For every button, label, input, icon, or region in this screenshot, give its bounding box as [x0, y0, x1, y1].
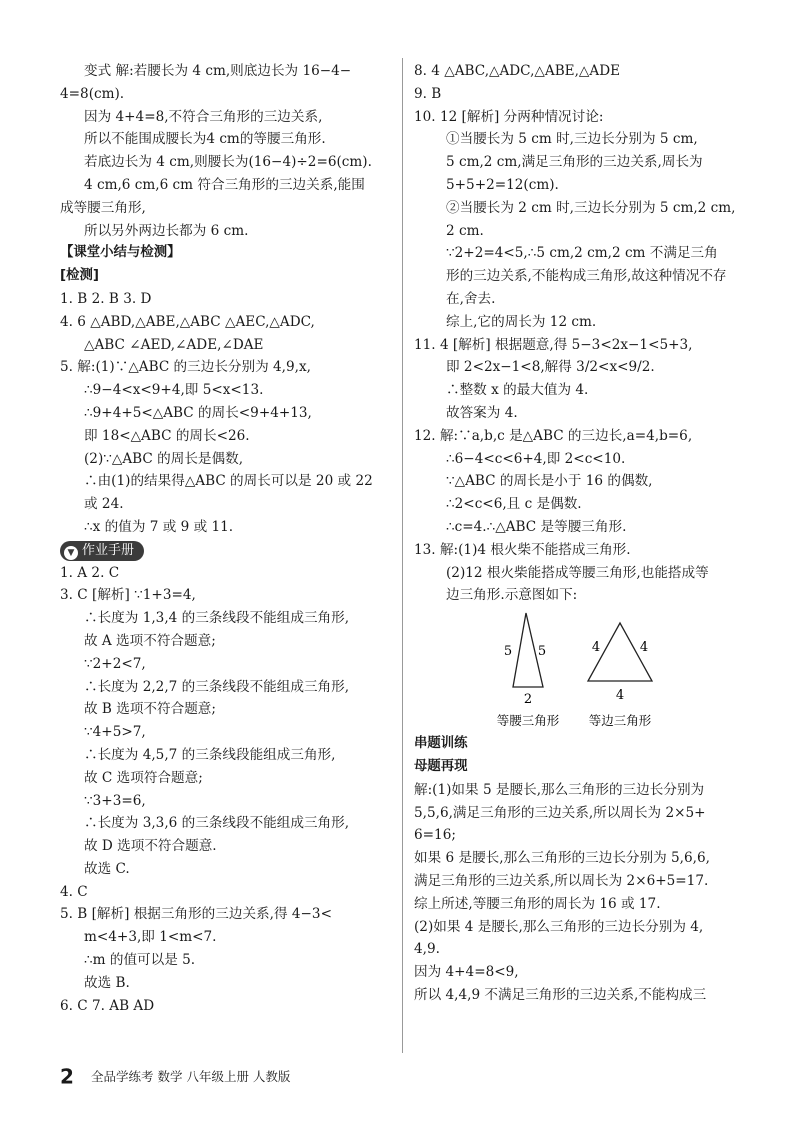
- right-column: [414, 60, 748, 1007]
- text-line: [60, 539, 392, 562]
- text-line: ∴6−4<c<6+4,即 2<c<10.: [446, 450, 626, 467]
- text-line: ∴9−4<x<9+4,即 5<x<13.: [84, 382, 264, 399]
- text-line: ②当腰长为 2 cm 时,三边长分别为 5 cm,2 cm,: [446, 199, 736, 216]
- text-line: 故 D 选项不符合题意.: [84, 838, 217, 855]
- text-line: 4 cm,6 cm,6 cm 符合三角形的三边关系,能围: [84, 176, 365, 193]
- text-line: 所以不能围成腰长为4 cm的等腰三角形.: [84, 131, 326, 148]
- text-line: (2)如果 4 是腰长,那么三角形的三边长分别为 4,: [414, 918, 704, 935]
- section-badge: [60, 541, 144, 561]
- page-footer: [60, 1064, 290, 1088]
- text-line: (2)∵△ABC 的周长是偶数,: [84, 450, 244, 467]
- text-line: 变式 解:若腰长为 4 cm,则底边长为 16−4−: [84, 63, 352, 79]
- text-line: 4. C: [60, 883, 88, 900]
- right-bottom-block: [414, 733, 748, 1007]
- triangle-diagram: [484, 607, 724, 729]
- text-line: ①当腰长为 5 cm 时,三边长分别为 5 cm,: [446, 131, 698, 148]
- equilateral-base-label: 4: [615, 688, 625, 704]
- text-line: 综上所述,等腰三角形的周长为 16 或 17.: [414, 895, 661, 912]
- text-line: △ABC ∠AED,∠ADE,∠DAE: [84, 336, 264, 353]
- text-line: 10. 12 [解析] 分两种情况讨论:: [414, 108, 604, 125]
- isosceles-base-label: 2: [523, 692, 533, 708]
- text-line: 11. 4 [解析] 根据题意,得 5−3<2x−1<5+3,: [414, 336, 693, 353]
- text-line: ∴9+4+5<△ABC 的周长<9+4+13,: [84, 404, 312, 421]
- triangle-figure: [414, 607, 748, 733]
- text-line: 即 18<△ABC 的周长<26.: [84, 427, 250, 444]
- text-line: 6. C 7. AB AD: [60, 997, 155, 1014]
- text-line: ∴c=4.∴△ABC 是等腰三角形.: [446, 518, 627, 535]
- text-line: 故 B 选项不符合题意;: [84, 701, 216, 718]
- text-line: 故 C 选项符合题意;: [84, 769, 203, 786]
- text-line: 【课堂小结与检测】: [60, 245, 181, 261]
- text-line: ∴m 的值可以是 5.: [84, 952, 196, 969]
- text-line: ∴整数 x 的最大值为 4.: [446, 382, 589, 399]
- text-line: 满足三角形的三边关系,所以周长为 2×6+5=17.: [414, 872, 709, 889]
- text-line: 3. C [解析] ∵1+3=4,: [60, 587, 196, 604]
- isosceles-right-label: 5: [537, 644, 547, 660]
- footer-book-title: 全品学练考 数学 八年级上册 人教版: [91, 1068, 291, 1084]
- text-line: 故选 B.: [84, 974, 130, 991]
- text-line: 形的三边关系,不能构成三角形,故这种情况不存: [446, 268, 727, 285]
- text-line: ∴由(1)的结果得△ABC 的周长可以是 20 或 22: [84, 473, 373, 490]
- text-line: 或 24.: [84, 496, 124, 513]
- text-line: 所以另外两边长都为 6 cm.: [84, 222, 249, 239]
- column-divider: [402, 58, 403, 1053]
- text-line: 因为 4+4=8<9,: [414, 964, 519, 981]
- chevron-down-icon: ▼: [64, 546, 78, 560]
- text-line: 成等腰三角形,: [60, 199, 146, 216]
- text-line: ∴长度为 2,2,7 的三条线段不能组成三角形,: [84, 678, 350, 695]
- text-line: 若底边长为 4 cm,则腰长为(16−4)÷2=6(cm).: [84, 154, 372, 171]
- text-line: 因为 4+4=8,不符合三角形的三边关系,: [84, 108, 323, 125]
- text-line: 边三角形.示意图如下:: [446, 587, 578, 604]
- text-line: ∵2+2=4<5,∴5 cm,2 cm,2 cm 不满足三角: [446, 245, 718, 262]
- text-line: 母题再现: [414, 758, 468, 774]
- right-top-block: [414, 60, 748, 607]
- text-line: 5+5+2=12(cm).: [446, 176, 559, 193]
- text-line: 8. 4 △ABC,△ADC,△ABE,△ADE: [414, 63, 621, 79]
- text-line: ∴长度为 1,3,4 的三条线段不能组成三角形,: [84, 610, 350, 627]
- left-column: [60, 60, 392, 1017]
- text-line: 13. 解:(1)4 根火柴不能搭成三角形.: [414, 541, 631, 558]
- text-line: ∴x 的值为 7 或 9 或 11.: [84, 518, 234, 535]
- isosceles-caption: 等腰三角形: [496, 713, 560, 729]
- text-line: 5. B [解析] 根据三角形的三边关系,得 4−3<: [60, 906, 332, 923]
- text-line: 2 cm.: [446, 222, 484, 239]
- text-line: ∴长度为 4,5,7 的三条线段能组成三角形,: [84, 746, 336, 763]
- text-line: ∵2+2<7,: [84, 655, 146, 672]
- text-line: 1. B 2. B 3. D: [60, 290, 152, 307]
- text-line: 4. 6 △ABD,△ABE,△ABC △AEC,△ADC,: [60, 313, 315, 330]
- text-line: 4=8(cm).: [60, 85, 125, 102]
- text-line: m<4+3,即 1<m<7.: [84, 929, 217, 946]
- text-line: 故 A 选项不符合题意;: [84, 632, 216, 649]
- text-line: 故答案为 4.: [446, 404, 518, 421]
- text-line: 1. A 2. C: [60, 564, 120, 581]
- text-line: 6=16;: [414, 827, 456, 844]
- text-line: ∵3+3=6,: [84, 792, 146, 809]
- text-line: ∴2<c<6,且 c 是偶数.: [446, 496, 582, 513]
- text-line: 5 cm,2 cm,满足三角形的三边关系,周长为: [446, 154, 703, 171]
- text-line: 在,舍去.: [446, 290, 496, 307]
- page-number: 2: [60, 1064, 74, 1089]
- text-line: ∵4+5>7,: [84, 724, 146, 741]
- text-line: 12. 解:∵a,b,c 是△ABC 的三边长,a=4,b=6,: [414, 427, 693, 444]
- equilateral-caption: 等边三角形: [588, 713, 652, 729]
- equilateral-right-label: 4: [639, 640, 649, 656]
- text-line: 9. B: [414, 85, 442, 102]
- text-line: ∴长度为 3,3,6 的三条线段不能组成三角形,: [84, 815, 350, 832]
- text-line: 5,5,6,满足三角形的三边关系,所以周长为 2×5+: [414, 804, 706, 821]
- text-line: 综上,它的周长为 12 cm.: [446, 313, 597, 330]
- text-line: 串题训练: [414, 736, 468, 752]
- text-line: 4,9.: [414, 941, 440, 958]
- text-line: (2)12 根火柴能搭成等腰三角形,也能搭成等: [446, 564, 709, 581]
- section-badge-label: 作业手册: [82, 542, 135, 558]
- isosceles-left-label: 5: [503, 644, 513, 660]
- text-line: 所以 4,4,9 不满足三角形的三边关系,不能构成三: [414, 986, 707, 1003]
- text-line: 如果 6 是腰长,那么三角形的三边长分别为 5,6,6,: [414, 850, 710, 867]
- text-line: 即 2<2x−1<8,解得 3/2<x<9/2.: [446, 359, 655, 376]
- equilateral-left-label: 4: [591, 640, 601, 656]
- text-line: 解:(1)如果 5 是腰长,那么三角形的三边长分别为: [414, 781, 705, 798]
- text-line: 故选 C.: [84, 860, 130, 877]
- text-line: [检测]: [60, 268, 100, 284]
- text-line: ∵△ABC 的周长是小于 16 的偶数,: [446, 473, 653, 490]
- text-line: 5. 解:(1)∵△ABC 的三边长分别为 4,9,x,: [60, 359, 311, 376]
